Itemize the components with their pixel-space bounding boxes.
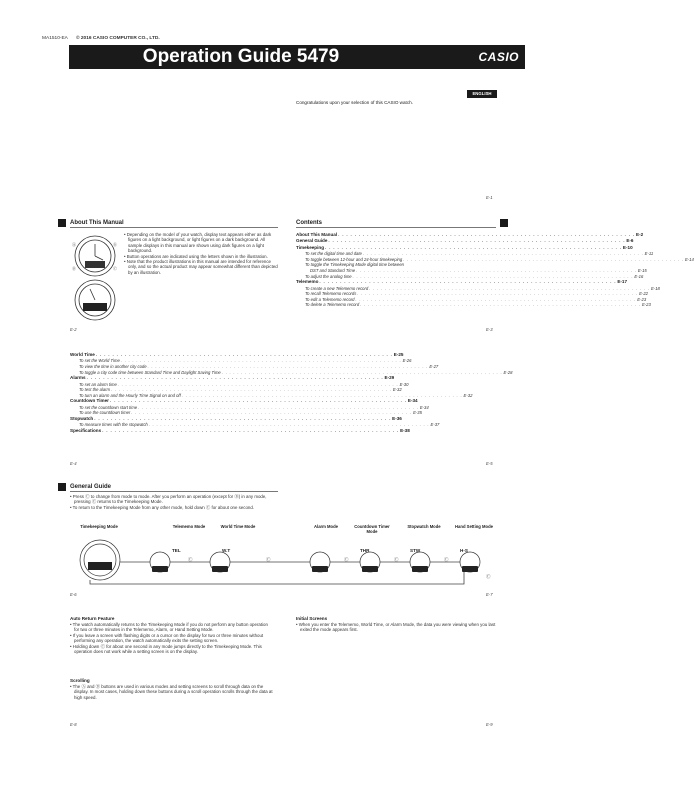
- toc-entry-label: General Guide: [296, 238, 328, 244]
- svg-text:Ⓑ: Ⓑ: [72, 266, 76, 271]
- copyright: © 2016 CASIO COMPUTER CO., LTD.: [76, 36, 160, 41]
- watch-face-top: [75, 236, 115, 276]
- toc-entry-label: To set the World Time: [79, 358, 120, 364]
- lcd-label-stw: STW: [410, 548, 421, 553]
- initial-screens-title: Initial Screens: [296, 616, 328, 621]
- toc-entry-label: To test the alarm: [79, 387, 111, 393]
- page-number-e6: E-6: [70, 592, 77, 597]
- general-bullet-1: • Press Ⓒ to change from mode to mode. After you perform an operation (except for Ⓑ) in any mode, pressing Ⓒ returns to the Timekeeping Mode.: [70, 494, 267, 505]
- page-number-e4: E-4: [70, 461, 77, 466]
- toc-entry-page: E-10: [622, 244, 633, 250]
- toc-entry-leader: . . . . . . . . . . . . . . . . . . . . . . . . . . . . . . . . . . . . . . . . . . . . . . . . . . . . . . . . . . . . . . . . . . . . . . . .: [355, 296, 637, 302]
- auto-return-title: Auto Return Feature: [70, 616, 115, 621]
- toc-entry-leader: . . . . . . . . . . . . . . . . . . . . . . . . . . . . . . . . . . . . . . . . . . . . . . . . . . . . . . . . . . . . . . . . . . . . . . . .: [362, 251, 644, 257]
- toc-entry-label: Alarms: [70, 375, 86, 381]
- toc-entry-label: To create a new Telememo record: [305, 285, 369, 291]
- toc-entry-label: To toggle between 12-hour and 24-hour timekeeping: [305, 256, 403, 262]
- toc-entry-page: E-17: [617, 279, 628, 285]
- auto-return-bullets: [70, 622, 274, 654]
- toc-entry-page: E-22: [639, 291, 648, 297]
- toc-entry-label: To use the countdown timer: [79, 410, 131, 416]
- language-tag: ENGLISH: [467, 90, 497, 98]
- toc-entry-leader: . . . . . . . . . . . . . . . . . . . . . . . . . . . . . . . . . . . . . . . . . . . . . . . . . . . . . . . . . . . . . . . . . . . . . . . .: [102, 427, 400, 433]
- svg-text:Ⓒ: Ⓒ: [266, 557, 271, 562]
- toc-entry-page: E-6: [626, 238, 634, 244]
- brand-logo: CASIO: [478, 50, 519, 64]
- toc-entry-page: E-30: [399, 381, 409, 387]
- svg-text:Ⓒ: Ⓒ: [444, 557, 449, 562]
- toc-entry-page: E-37: [430, 422, 440, 428]
- toc-entry-page: E-23: [641, 302, 651, 308]
- mode-label-worldtime: World Time Mode: [220, 524, 256, 529]
- mode-label-handsetting: Hand Setting Mode: [455, 524, 493, 529]
- mode-flow-diagram: [70, 538, 502, 590]
- about-rule: [70, 227, 278, 228]
- mode-label-countdown: Countdown Timer Mode: [354, 524, 390, 534]
- svg-text:Ⓒ: Ⓒ: [113, 266, 117, 271]
- contents-rule: [296, 227, 496, 228]
- model-code: MA1510-EA: [42, 36, 68, 41]
- toc-entry-label: To toggle a city code time between Standard Time and Daylight Saving Time: [79, 369, 221, 375]
- title-bar: [69, 45, 525, 69]
- toc-entry-leader: . . . . . . . . . . . . . . . . . . . . . . . . . . . . . . . . . . . . . . . . . . . . . . . . . . . . . . . . . . . . . . . . . . . . . . . .: [148, 422, 430, 428]
- toc-entry-leader: . . . . . . . . . . . . . . . . . . . . . . . . . . . . . . . . . . . . . . . . . . . . . . . . . . . . . . . . . . . . . . . . . . . . . . . .: [111, 387, 392, 393]
- initial-screens-bullets: [296, 622, 496, 633]
- page-title: Operation Guide 5479: [142, 46, 340, 67]
- page-number-e2: E-2: [70, 327, 77, 332]
- toc-entry-page: E-15: [637, 268, 647, 273]
- auto-return-bullet-1: • The watch automatically returns to the Timekeeping Mode if you do not perform any button operation for two or three minutes in the Telememo, Alarm, or Hand Setting Mode.: [70, 622, 268, 633]
- scrolling-bullets: [70, 684, 274, 700]
- contents-title: Contents: [296, 220, 322, 226]
- toc-entry-page: E-27: [429, 364, 439, 369]
- toc-entry-leader: . . . . . . . . . . . . . . . . . . . . . . . . . . . . . . . . . . . . . . . . . . . . . . . . . . . . . . . . . . . . . . . . . . . . . . . .: [352, 273, 634, 279]
- toc-entry-leader: . . . . . . . . . . . . . . . . . . . . . . . . . . . . . . . . . . . . . . . . . . . . . . . . . . . . . . . . . . . . . . . . . . . . . . . .: [95, 352, 393, 357]
- mode-label-alarm: Alarm Mode: [314, 524, 338, 529]
- lcd-label-hs: H-S: [460, 548, 468, 553]
- page-number-e8: E-8: [70, 722, 77, 727]
- toc-entry-label: To view the time in another city code: [79, 364, 147, 369]
- toc-entry-page: E-38: [400, 427, 410, 433]
- mode-label-timekeeping: Timekeeping Mode: [80, 524, 118, 529]
- toc-entry-leader: . . . . . . . . . . . . . . . . . . . . . . . . . . . . . . . . . . . . . . . . . . . . . . . . . . . . . . . . . . . . . . . . . . . . . . . .: [138, 404, 419, 410]
- lcd-label-thr: THR: [360, 548, 370, 553]
- toc-entry-leader: . . . . . . . . . . . . . . . . . . . . . . . . . . . . . . . . . . . . . . . . . . . . . . . . . . . . . . . . . . . . . . . . . . . . . . . .: [109, 398, 407, 404]
- svg-text:Ⓒ: Ⓒ: [486, 574, 491, 579]
- toc-entry-leader: . . . . . . . . . . . . . . . . . . . . . . . . . . . . . . . . . . . . . . . . . . . . . . . . . . . . . . . . . . . . . . . . . . . . . . . .: [325, 244, 622, 250]
- toc-entry-page: E-35: [413, 410, 422, 416]
- toc-entry-label: To delete a Telememo record: [305, 302, 360, 308]
- toc-entry-page: E-29: [384, 375, 395, 381]
- svg-text:Ⓒ: Ⓒ: [344, 557, 349, 562]
- toc-entry-leader: . . . . . . . . . . . . . . . . . . . . . . . . . . . . . . . . . . . . . . . . . . . . . . . . . . . . . . . . . . . . . . . . . . . . . . . .: [356, 268, 637, 273]
- about-bullets: [124, 232, 278, 275]
- toc-entry-leader: . . . . . . . . . . . . . . . . . . . . . . . . . . . . . . . . . . . . . . . . . . . . . . . . . . . . . . . . . . . . . . . . . . . . . . . .: [147, 364, 429, 369]
- congrats-text: [296, 100, 496, 106]
- toc-entry-label: To set the digital time and date: [305, 251, 362, 257]
- toc-entry-page: E-26: [402, 358, 412, 364]
- general-rule: [70, 491, 278, 492]
- toc-entry-page: E-2: [636, 232, 644, 237]
- section-marker-right: [500, 219, 508, 227]
- svg-text:Ⓒ: Ⓒ: [188, 557, 193, 562]
- toc-entry-leader: . . . . . . . . . . . . . . . . . . . . . . . . . . . . . . . . . . . . . . . . . . . . . . . . . . . . . . . . . . . . . . . . . . . . . . . .: [319, 279, 617, 285]
- general-bullet-2: • To return to the Timekeeping Mode from any other mode, hold down Ⓒ for about one second.: [70, 504, 255, 510]
- toc-entry-label: Telememo: [296, 279, 319, 285]
- toc-entry-label: To adjust the analog time: [305, 273, 352, 279]
- toc-entry: [296, 302, 651, 308]
- toc-entry-leader: . . . . . . . . . . . . . . . . . . . . . . . . . . . . . . . . . . . . . . . . . . . . . . . . . . . . . . . . . . . . . . . . . . . . . . . .: [403, 256, 684, 262]
- toc-entry-label: World Time: [70, 352, 95, 357]
- auto-return-bullet-2: • If you leave a screen with flashing digits or a cursor on the display for two or three minutes without performing any operation, the watch automatically exits the setting screen.: [70, 632, 264, 644]
- page-number-e7: E-7: [486, 592, 493, 597]
- toc-entry-page: E-18: [651, 285, 660, 291]
- flow-watch-icon: [80, 540, 120, 580]
- mode-label-telememo: Telememo Mode: [172, 524, 206, 529]
- svg-text:Ⓓ: Ⓓ: [113, 242, 117, 247]
- toc-entry-leader: . . . . . . . . . . . . . . . . . . . . . . . . . . . . . . . . . . . . . . . . . . . . . . . . . . . . . . . . . . . . . . . . . . . . . . . .: [94, 415, 392, 421]
- toc-entry-label: Specifications: [70, 427, 102, 433]
- toc-entry-leader: . . . . . . . . . . . . . . . . . . . . . . . . . . . . . . . . . . . . . . . . . . . . . . . . . . . . . . . . . . . . . . . . . . . . . . . .: [369, 285, 651, 291]
- congrats-line: Congratulations upon your selection of this CASIO watch.: [296, 100, 413, 105]
- mode-label-stopwatch: Stopwatch Mode: [407, 524, 441, 529]
- scrolling-title: Scrolling: [70, 678, 90, 683]
- toc-entry-leader: . . . . . . . . . . . . . . . . . . . . . . . . . . . . . . . . . . . . . . . . . . . . . . . . . . . . . . . . . . . . . . . . . . . . . . . .: [117, 381, 399, 387]
- svg-text:Ⓒ: Ⓒ: [394, 557, 399, 562]
- initial-screens-bullet-1: • When you enter the Telememo, World Time, or Alarm Mode, the data you were viewing when you last exited the mode appears first.: [296, 622, 496, 633]
- toc-entry-label: Stopwatch: [70, 415, 94, 421]
- section-marker-left: [58, 219, 66, 227]
- contents2-list: [70, 352, 513, 434]
- page-number-e9: E-9: [486, 722, 493, 727]
- watch-illustration: [70, 232, 120, 324]
- toc-entry-label: To turn an alarm and the Hourly Time Signal on and off: [79, 392, 181, 398]
- toc-entry-label: Timekeeping: [296, 244, 324, 250]
- toc-entry-leader: . . . . . . . . . . . . . . . . . . . . . . . . . . . . . . . . . . . . . . . . . . . . . . . . . . . . . . . . . . . . . . . . . . . . . . . .: [328, 238, 626, 244]
- toc-entry-leader: . . . . . . . . . . . . . . . . . . . . . . . . . . . . . . . . . . . . . . . . . . . . . . . . . . . . . . . . . . . . . . . . . . . . . . . .: [86, 375, 384, 381]
- page-number-e3: E-3: [486, 327, 493, 332]
- toc-entry-page: E-25: [393, 352, 404, 357]
- toc-entry-label: To set an alarm time: [79, 381, 117, 387]
- lcd-label-tel: TEL: [172, 548, 181, 553]
- toc-entry-label: To toggle the Timekeeping Mode digital time between: [305, 262, 404, 268]
- auto-return-bullet-3: • Holding down Ⓒ for about one second in any mode jumps directly to the Timekeeping Mode. This operation does not work while a setting screen is on the display.: [70, 643, 262, 655]
- general-title: General Guide: [70, 484, 112, 490]
- toc-entry-page: E-28: [503, 369, 513, 375]
- contents-list: [296, 232, 694, 308]
- toc-entry-leader: . . . . . . . . . . . . . . . . . . . . . . . . . . . . . . . . . . . . . . . . . . . . . . . . . . . . . . . . . . . . . . . . . . . . . . . .: [338, 232, 636, 237]
- toc-entry-leader: . . . . . . . . . . . . . . . . . . . . . . . . . . . . . . . . . . . . . . . . . . . . . . . . . . . . . . . . . . . . . . . . . . . . . . . .: [131, 410, 413, 416]
- toc-entry-label: To measure times with the stopwatch: [79, 422, 148, 428]
- toc-entry-label: To set the countdown start time: [79, 404, 138, 410]
- toc-entry-leader: . . . . . . . . . . . . . . . . . . . . . . . . . . . . . . . . . . . . . . . . . . . . . . . . . . . . . . . . . . . . . . . . . . . . . . . .: [120, 358, 402, 364]
- toc-entry-page: E-23: [637, 296, 647, 302]
- toc-entry-page: E-34: [407, 398, 418, 404]
- about-title: About This Manual: [70, 220, 124, 226]
- toc-entry-leader: . . . . . . . . . . . . . . . . . . . . . . . . . . . . . . . . . . . . . . . . . . . . . . . . . . . . . . . . . . . . . . . . . . . . . . . .: [360, 302, 641, 308]
- lcd-label-wt: W.T: [222, 548, 231, 553]
- general-bullets: [70, 494, 280, 510]
- toc-entry-label: To edit a Telememo record: [305, 296, 355, 302]
- toc-entry-label: DST and Standard Time: [310, 268, 356, 273]
- toc-entry-page: E-32: [463, 392, 473, 398]
- toc-entry-page: E-34: [419, 404, 429, 410]
- toc-entry-leader: . . . . . . . . . . . . . . . . . . . . . . . . . . . . . . . . . . . . . . . . . . . . . . . . . . . . . . . . . . . . . . . . . . . . . . . .: [357, 291, 639, 297]
- toc-entry-leader: . . . . . . . . . . . . . . . . . . . . . . . . . . . . . . . . . . . . . . . . . . . . . . . . . . . . . . . . . . . . . . . . . . . . . . . .: [221, 369, 503, 375]
- about-bullet-3: • Note that the product illustrations in this manual are intended for reference only, and so the actual product may appear somewhat different than depicted by an illustration.: [124, 259, 278, 275]
- toc-entry-label: About This Manual: [296, 232, 338, 237]
- toc-entry-label: Countdown Timer: [70, 398, 109, 404]
- toc-entry-page: E-14: [684, 256, 694, 262]
- scrolling-bullet-1: • The Ⓐ and Ⓓ buttons are used in various modes and setting screens to scroll through data on the display. In most cases, holding down these buttons during a scroll operation scrolls through the data at high speed.: [70, 684, 273, 700]
- about-bullet-2: • Button operations are indicated using the letters shown in the illustration.: [124, 253, 268, 259]
- page-number-e5: E-5: [486, 461, 493, 466]
- section-marker-general: [58, 483, 66, 491]
- toc-entry-leader: . . . . . . . . . . . . . . . . . . . . . . . . . . . . . . . . . . . . . . . . . . . . . . . . . . . . . . . . . . . . . . . . . . . . . . . .: [181, 392, 463, 398]
- toc-entry: [70, 427, 410, 434]
- toc-entry-page: E-32: [392, 387, 402, 393]
- toc-entry-label: To recall Telememo records: [305, 291, 357, 297]
- toc-entry-page: E-11: [644, 251, 654, 257]
- about-bullet-1: • Depending on the model of your watch, display text appears either as dark figures on a light background, or light figures on a dark background. All sample displays in this manual are shown using dark figures on a light background.: [124, 232, 272, 254]
- svg-text:Ⓐ: Ⓐ: [72, 242, 76, 247]
- toc-entry-page: E-36: [392, 415, 402, 421]
- toc-entry-page: E-16: [634, 273, 644, 279]
- page-number-e1: E-1: [486, 195, 493, 200]
